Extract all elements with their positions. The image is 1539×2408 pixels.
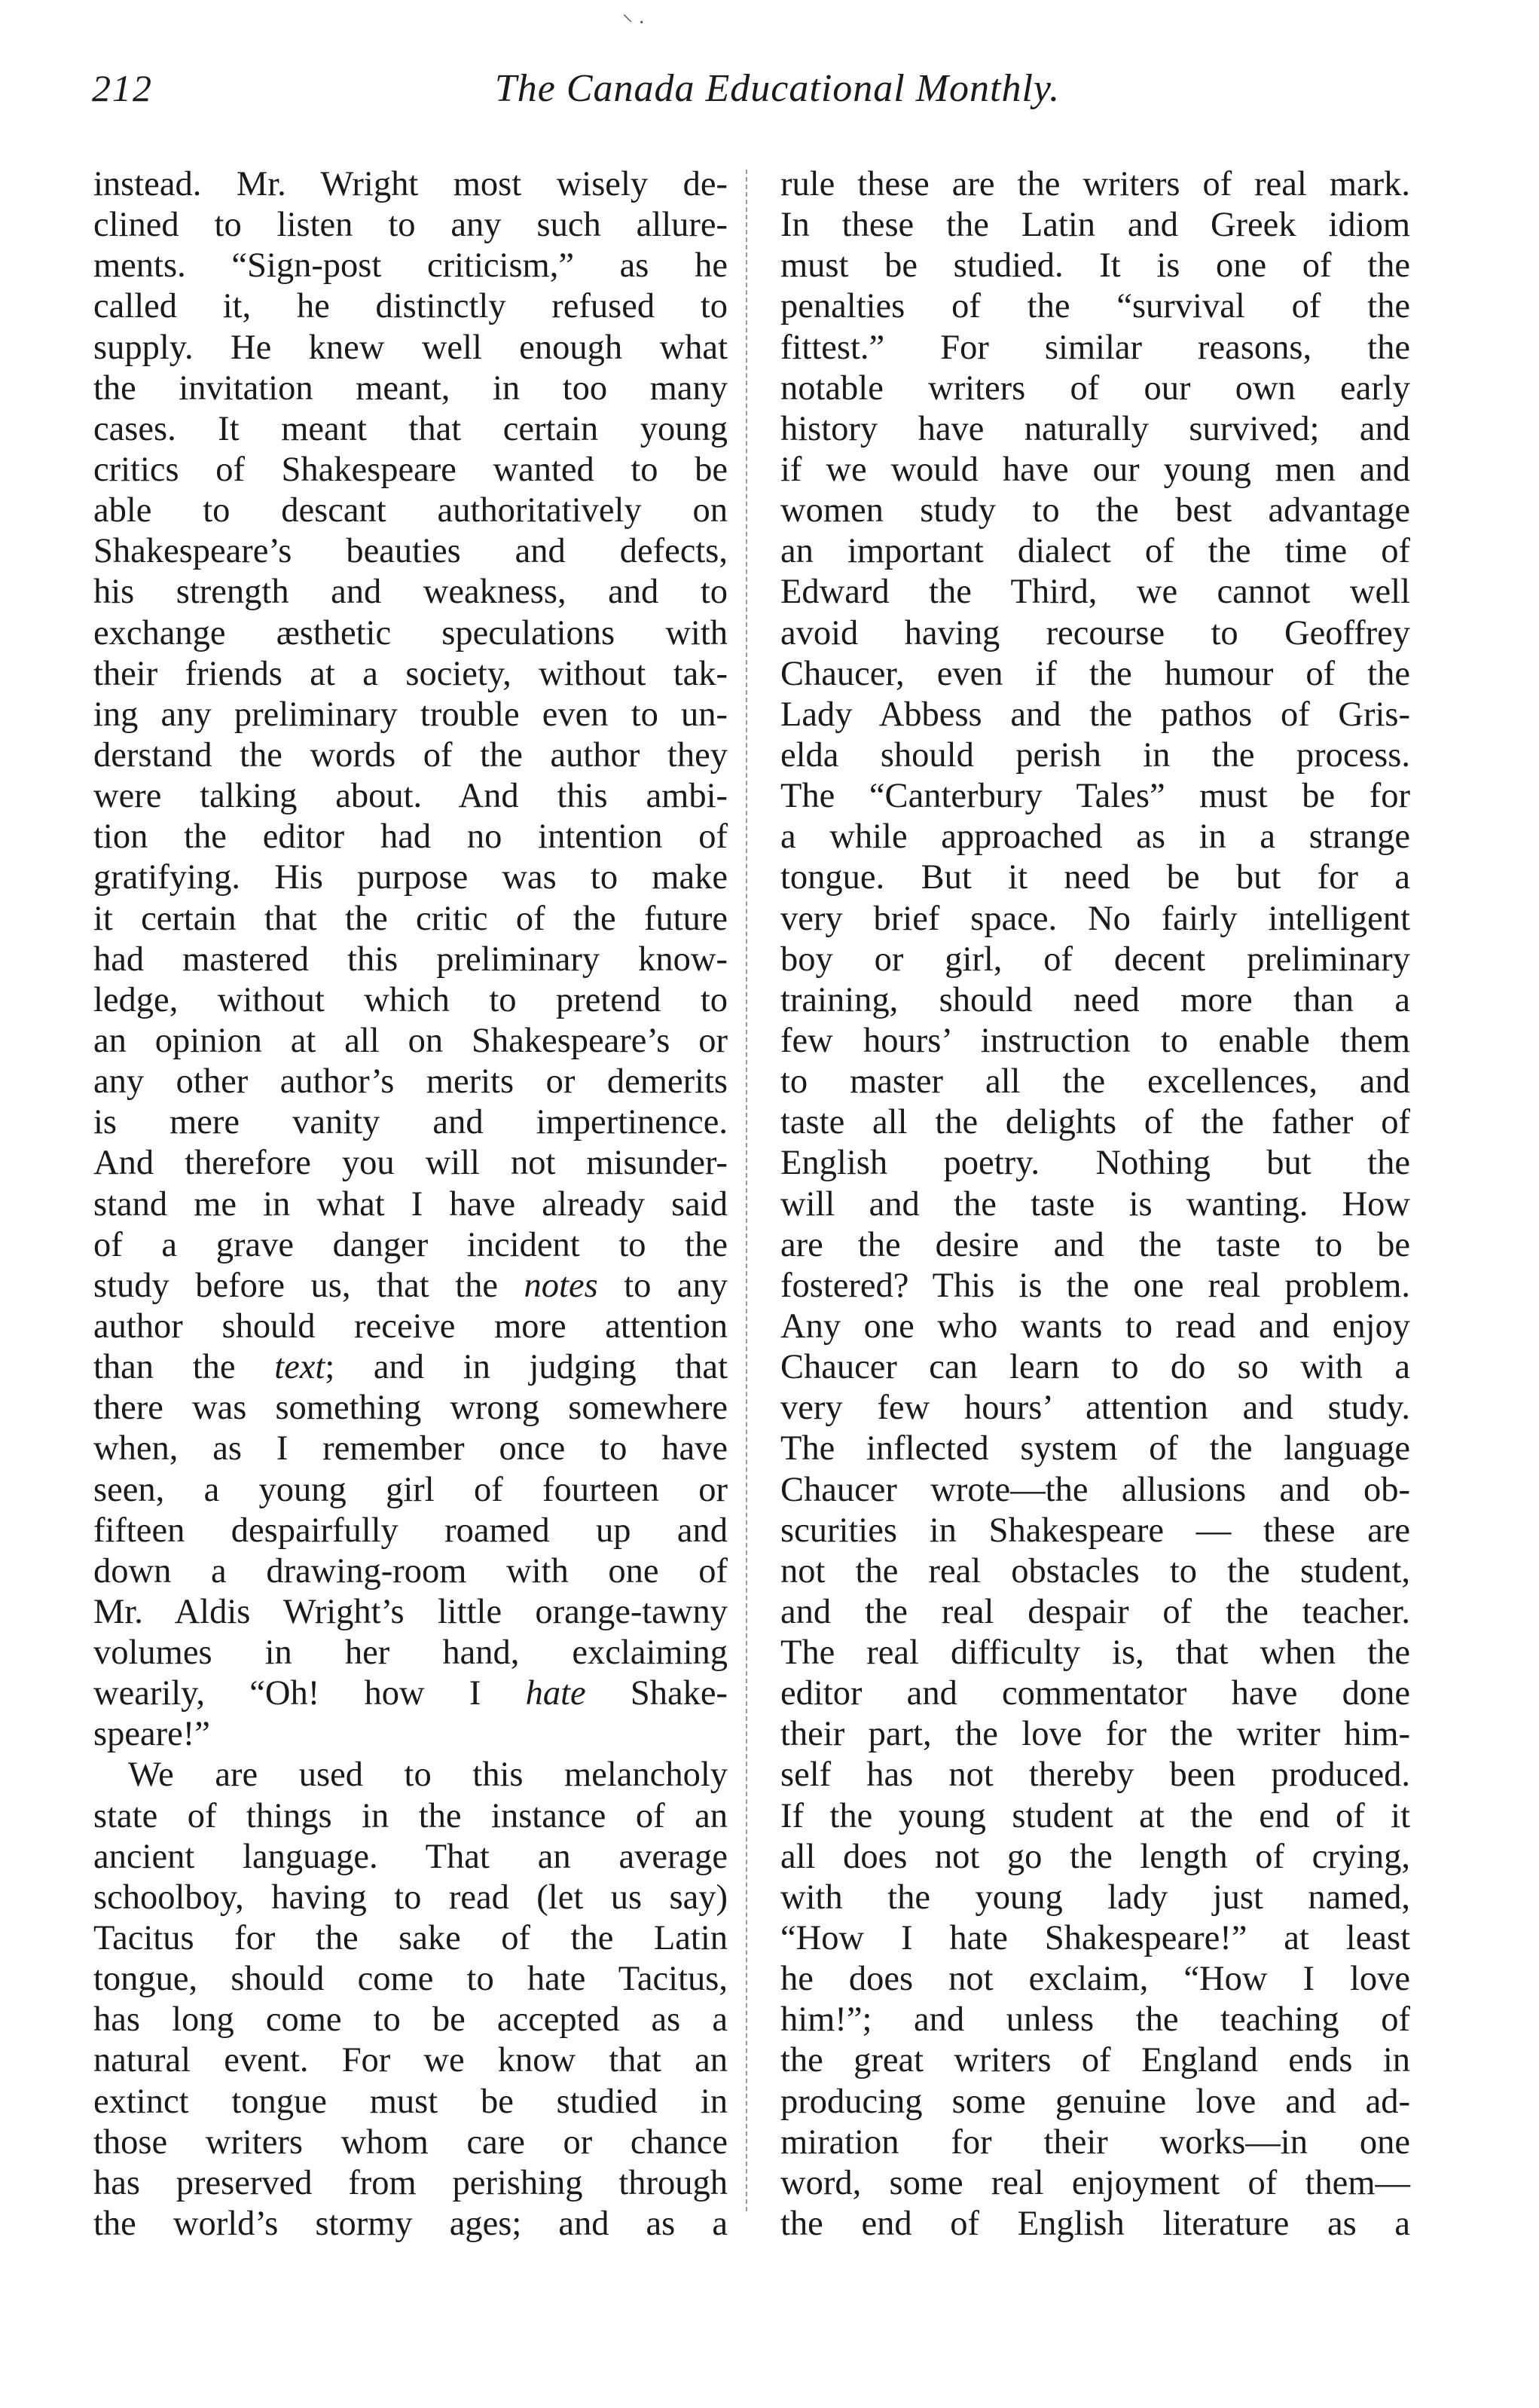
left-column (93, 164, 728, 2245)
text-line: derstand the words of the author they (93, 735, 728, 775)
text-line: called it, he distinctly refused to (93, 287, 728, 326)
text-line: his strength and weakness, and to (93, 573, 728, 612)
text-line: able to descant authoritatively on (93, 491, 728, 530)
text-line: tongue, should come to hate Tacitus, (93, 1960, 728, 1999)
text-line: all does not go the length of crying, (780, 1837, 1410, 1876)
text-line: state of things in the instance of an (93, 1796, 728, 1835)
text-line: In these the Latin and Greek idiom (780, 206, 1410, 245)
column-divider (746, 170, 747, 2211)
text-line: of a grave danger incident to the (93, 1225, 728, 1264)
running-header (92, 66, 1463, 127)
text-line: is mere vanity and impertinence. (93, 1103, 728, 1142)
text-line: the end of English literature as a (780, 2205, 1410, 2244)
text-line: scurities in Shakespeare — these are (780, 1511, 1410, 1550)
text-line: gratifying. His purpose was to make (93, 858, 728, 897)
text-line: English poetry. Nothing but the (780, 1144, 1410, 1183)
text-line: it certain that the critic of the future (93, 899, 728, 938)
text-line: not the real obstacles to the student, (780, 1551, 1410, 1591)
text-line: self has not thereby been produced. (780, 1756, 1410, 1795)
text-line: extinct tongue must be studied in (93, 2082, 728, 2121)
text-line: miration for their works—in one (780, 2122, 1410, 2162)
text-line: the invitation meant, in too many (93, 368, 728, 408)
text-line: a while approached as in a strange (780, 817, 1410, 857)
text-line: avoid having recourse to Geoffrey (780, 613, 1410, 652)
text-line: And therefore you will not misunder- (93, 1144, 728, 1183)
text-line: an important dialect of the time of (780, 532, 1410, 571)
text-line: If the young student at the end of it (780, 1796, 1410, 1835)
text-line: few hours’ instruction to enable them (780, 1021, 1410, 1060)
text-line: fostered? This is the one real problem. (780, 1266, 1410, 1305)
text-line: are the desire and the taste to be (780, 1225, 1410, 1264)
text-line: ments. “Sign-post criticism,” as he (93, 246, 728, 286)
text-line: very brief space. No fairly intelligent (780, 899, 1410, 938)
text-line: taste all the delights of the father of (780, 1103, 1410, 1142)
text-line: those writers whom care or chance (93, 2122, 728, 2162)
text-line: The inflected system of the language (780, 1429, 1410, 1468)
text-line: Chaucer wrote—the allusions and ob- (780, 1470, 1410, 1509)
text-line: Lady Abbess and the pathos of Gris- (780, 695, 1410, 734)
text-line: supply. He knew well enough what (93, 328, 728, 367)
text-line: ledge, without which to pretend to (93, 980, 728, 1019)
text-line: had mastered this preliminary know- (93, 940, 728, 979)
text-line: he does not exclaim, “How I love (780, 1960, 1410, 1999)
text-line: tion the editor had no intention of (93, 817, 728, 857)
text-line: their part, the love for the writer him- (780, 1715, 1410, 1754)
text-line: notable writers of our own early (780, 368, 1410, 408)
text-line: wearily, “Oh! how I hate Shake- (93, 1674, 728, 1713)
text-line: and the real despair of the teacher. (780, 1592, 1410, 1631)
text-line: will and the taste is wanting. How (780, 1184, 1410, 1224)
text-line: The “Canterbury Tales” must be for (780, 777, 1410, 816)
text-line: an opinion at all on Shakespeare’s or (93, 1021, 728, 1060)
text-line: speare!” (93, 1715, 210, 1754)
text-line: there was something wrong somewhere (93, 1389, 728, 1428)
text-line: author should receive more attention (93, 1306, 728, 1346)
text-line: clined to listen to any such allure- (93, 206, 728, 245)
text-line: “How I hate Shakespeare!” at least (780, 1919, 1410, 1958)
text-line: history have naturally survived; and (780, 409, 1410, 448)
running-title: The Canada Educational Monthly. (494, 67, 1061, 110)
text-line: the world’s stormy ages; and as a (93, 2205, 728, 2244)
text-line: women study to the best advantage (780, 491, 1410, 530)
text-line: has preserved from perishing through (93, 2163, 728, 2202)
text-line: when, as I remember once to have (93, 1429, 728, 1468)
text-line: must be studied. It is one of the (780, 246, 1410, 286)
text-line: exchange æsthetic speculations with (93, 613, 728, 652)
text-line: Chaucer can learn to do so with a (780, 1348, 1410, 1387)
text-line: study before us, that the notes to any (93, 1266, 728, 1305)
text-line: Chaucer, even if the humour of the (780, 654, 1410, 693)
text-line: volumes in her hand, exclaiming (93, 1633, 728, 1673)
text-line: The real difficulty is, that when the (780, 1633, 1410, 1673)
text-line: down a drawing-room with one of (93, 1551, 728, 1591)
print-specks: ⸌ · (622, 11, 646, 35)
text-line: ing any preliminary trouble even to un- (93, 695, 728, 734)
text-line: the great writers of England ends in (780, 2041, 1410, 2080)
text-line: to master all the excellences, and (780, 1062, 1410, 1102)
text-line: Shakespeare’s beauties and defects, (93, 532, 728, 571)
text-line: than the text; and in judging that (93, 1348, 728, 1387)
right-column (780, 164, 1410, 2245)
text-line: word, some real enjoyment of them— (780, 2163, 1410, 2202)
text-line: ancient language. That an average (93, 1837, 728, 1876)
text-line: editor and commentator have done (780, 1674, 1410, 1713)
text-line: natural event. For we know that an (93, 2041, 728, 2080)
text-line: their friends at a society, without tak- (93, 654, 728, 693)
text-line: has long come to be accepted as a (93, 2000, 728, 2040)
text-line: boy or girl, of decent preliminary (780, 940, 1410, 979)
text-line: him!”; and unless the teaching of (780, 2000, 1410, 2040)
text-line: We are used to this melancholy (128, 1756, 728, 1795)
text-line: seen, a young girl of fourteen or (93, 1470, 728, 1509)
text-line: if we would have our young men and (780, 450, 1410, 489)
text-line: training, should need more than a (780, 980, 1410, 1019)
text-line: stand me in what I have already said (93, 1184, 728, 1224)
text-line: were talking about. And this ambi- (93, 777, 728, 816)
text-line: fifteen despairfully roamed up and (93, 1511, 728, 1550)
text-line: Any one who wants to read and enjoy (780, 1306, 1410, 1346)
text-line: with the young lady just named, (780, 1878, 1410, 1917)
text-line: elda should perish in the process. (780, 735, 1410, 775)
text-line: fittest.” For similar reasons, the (780, 328, 1410, 367)
text-line: producing some genuine love and ad- (780, 2082, 1410, 2121)
text-line: cases. It meant that certain young (93, 409, 728, 448)
text-line: any other author’s merits or demerits (93, 1062, 728, 1102)
text-line: penalties of the “survival of the (780, 287, 1410, 326)
text-line: instead. Mr. Wright most wisely de- (93, 165, 728, 203)
text-line: critics of Shakespeare wanted to be (93, 450, 728, 489)
text-line: Edward the Third, we cannot well (780, 573, 1410, 612)
text-line: Mr. Aldis Wright’s little orange-tawny (93, 1592, 728, 1631)
text-line: Tacitus for the sake of the Latin (93, 1919, 728, 1958)
text-line: very few hours’ attention and study. (780, 1389, 1410, 1428)
text-line: tongue. But it need be but for a (780, 858, 1410, 897)
text-line: rule these are the writers of real mark. (780, 165, 1410, 203)
page-number: 212 (92, 67, 153, 109)
text-line: schoolboy, having to read (let us say) (93, 1878, 728, 1917)
